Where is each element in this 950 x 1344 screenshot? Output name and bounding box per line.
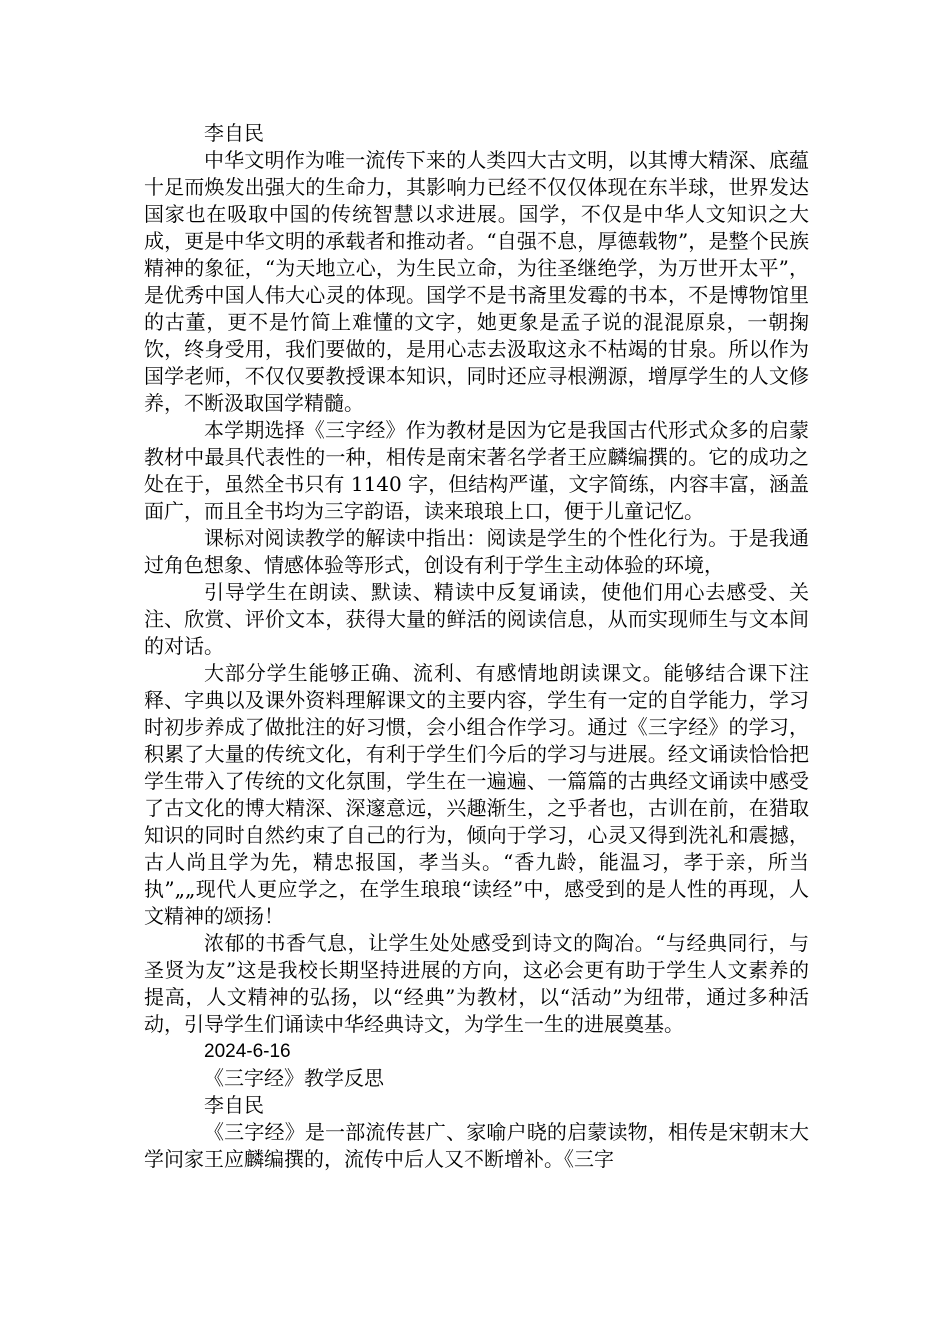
document-page [144, 120, 809, 1173]
paragraph-intro: 中华文明作为唯一流传下来的人类四大古文明，以其博大精深、底蕴十足而焕发出强大的生命力，其影响力已经不仅仅体现在东半球，世界发达国家也在吸取中国的传统智慧以求进展。国学，不仅是中华人文知识之大成，更是中华文明的承载者和推动者。“自强不息，厚德载物”，是整个民族精神的象征，“为天地立心，为生民立命，为往圣继绝学，为万世开太平”，是优秀中国人伟大心灵的体现。国学不是书斋里发霉的书本，不是博物馆里的古董，更不是竹简上难懂的文字，她更象是孟子说的混混原泉，一朝掬饮，终身受用，我们要做的，是用心志去汲取这永不枯竭的甘泉。所以作为国学老师，不仅仅要教授课本知识，同时还应寻根溯源，增厚学生的人文修养，不断汲取国学精髓。 [144, 148, 809, 415]
second-author-name: 李自民 [204, 1093, 264, 1117]
paragraph-curriculum: 课标对阅读教学的解读中指出：阅读是学生的个性化行为。于是我通过角色想象、情感体验等形式，创设有利于学生主动体验的环境， [144, 526, 809, 577]
paragraph-second-intro: 《三字经》是一部流传甚广、家喻户晓的启蒙读物，相传是宋朝末大学问家王应麟编撰的，流传中后人又不断增补。《三字 [144, 1120, 809, 1171]
paragraph-guidance: 引导学生在朗读、默读、精读中反复诵读，使他们用心去感受、关注、欣赏、评价文本，获得大量的鲜活的阅读信息，从而实现师生与文本间的对话。 [144, 580, 809, 658]
paragraph-textbook: 本学期选择《三字经》作为教材是因为它是我国古代形式众多的启蒙教材中最具代表性的一种，相传是南宋著名学者王应麟编撰的。它的成功之处在于，虽然全书只有 1140 字，但结构严谨，文字简练，内容丰富，涵盖面广，而且全书均为三字韵语，读来琅琅上口，便于儿童记忆。 [144, 418, 809, 523]
paragraph-students: 大部分学生能够正确、流利、有感情地朗读课文。能够结合课下注释、字典以及课外资料理解课文的主要内容，学生有一定的自学能力，学习时初步养成了做批注的好习惯，会小组合作学习。通过《三字经》的学习，积累了大量的传统文化，有利于学生们今后的学习与进展。经文诵读恰恰把学生带入了传统的文化氛围，学生在一遍遍、一篇篇的古典经文诵读中感受了古文化的博大精深、深邃意远，兴趣渐生，之乎者也，古训在前，在猎取知识的同时自然约束了自己的行为，倾向于学习，心灵又得到洗礼和震撼，古人尚且学为先，精忠报国，孝当头。“香九龄，能温习，孝于亲，所当执”„„现代人更应学之，在学生琅琅“读经”中，感受到的是人性的再现，人文精神的颂扬！ [144, 661, 809, 928]
author-name: 李自民 [204, 121, 264, 145]
second-title: 《三字经》教学反思 [204, 1066, 384, 1090]
document-date: 2024-6-16 [204, 1041, 291, 1062]
paragraph-conclusion: 浓郁的书香气息，让学生处处感受到诗文的陶冶。“与经典同行，与圣贤为友”这是我校长期坚持进展的方向，这必会更有助于学生人文素养的提高，人文精神的弘扬，以“经典”为教材，以“活动”为纽带，通过多种活动，引导学生们诵读中华经典诗文，为学生一生的进展奠基。 [144, 931, 809, 1036]
